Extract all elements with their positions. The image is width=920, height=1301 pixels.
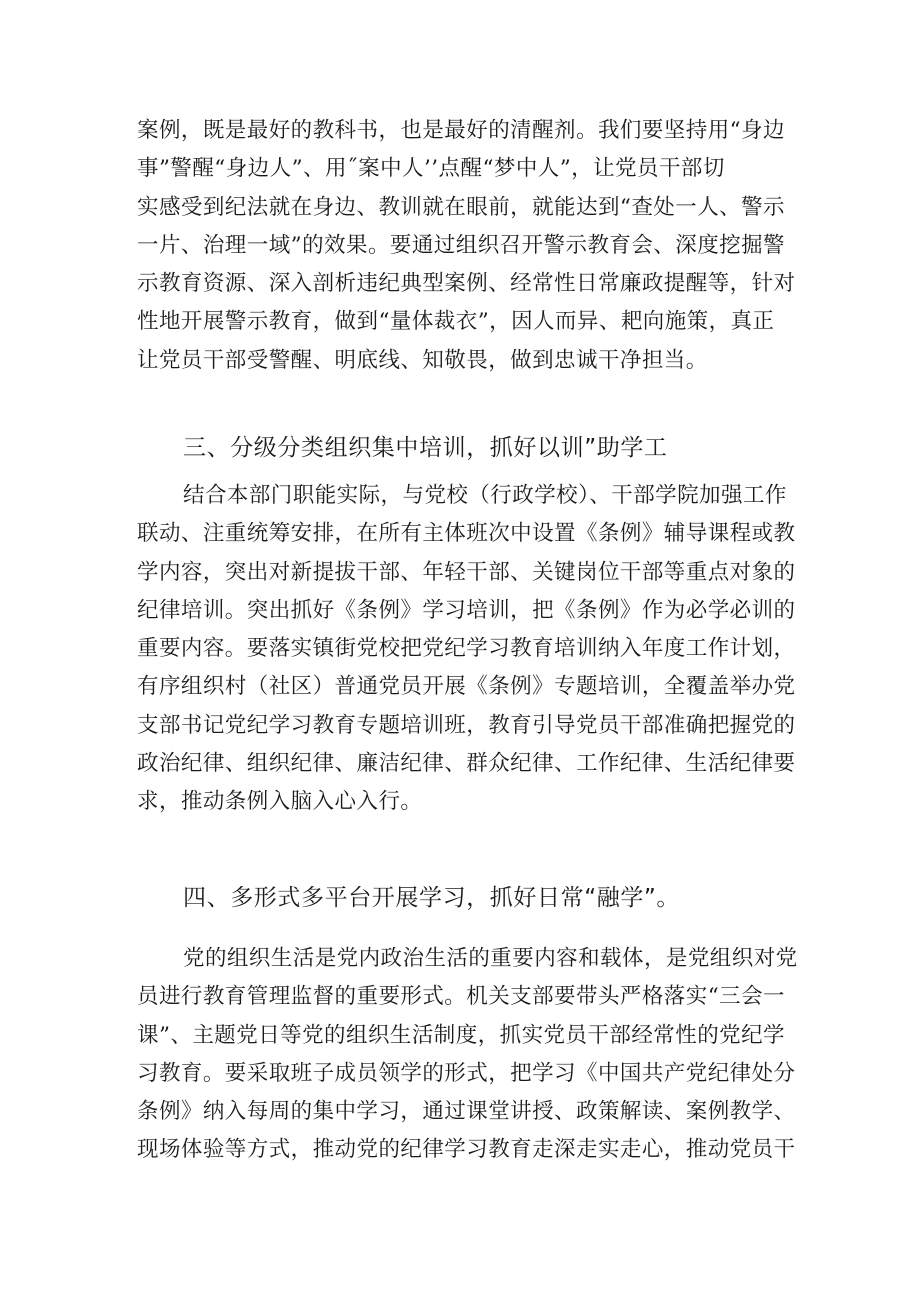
text-line: 重要内容。要落实镇街党校把党纪学习教育培训纳入年度工作计划， <box>137 636 796 662</box>
text-line: 案例，既是最好的教科书，也是最好的清醒剂。我们要坚持用“身边 <box>137 118 785 143</box>
text-line: 事”警醒“身边人”、用˝案中人’’点醒“梦中人”，让党员干部切 <box>137 156 725 182</box>
paragraph-training <box>137 477 796 822</box>
text-line: 政治纪律、组织纪律、廉洁纪律、群众纪律、工作纪律、生活纪律要 <box>137 751 796 777</box>
text-line: 习教育。要采取班子成员领学的形式，把学习《中国共产党纪律处分 <box>137 1060 796 1086</box>
text-line: 有序组织村（社区）普通党员开展《条例》专题培训，全覆盖举办党 <box>137 674 796 700</box>
text-line: 让党员干部受警醒、明底线、知敬畏，做到忠诚干净担当。 <box>137 347 708 373</box>
text-line: 求，推动条例入脑入心入行。 <box>137 789 423 815</box>
text-line: 党的组织生活是党内政治生活的重要内容和载体，是党组织对党 <box>183 946 798 971</box>
section-heading-4: 四、多形式多平台开展学习，抓好日常“融学”。 <box>183 885 681 911</box>
section-heading-3: 三、分级分类组织集中培训，抓好以训”助学工 <box>183 435 668 461</box>
text-line: 学内容，突出对新提拔干部、年轻干部、关键岗位干部等重点对象的 <box>137 559 796 585</box>
text-line: 一片、治理一域”的效果。要通过组织召开警示教育会、深度挖掘警 <box>137 232 785 258</box>
text-line: 示教育资源、深入剖析违纪典型案例、经常性日常廉政提醒等，针对 <box>137 271 796 297</box>
text-line: 员进行教育管理监督的重要形式。机关支部要带头严格落实“三会一 <box>137 984 785 1010</box>
text-line: 现场体验等方式，推动党的纪律学习教育走深走实走心，推动党员干 <box>137 1137 796 1163</box>
paragraph-warning-education <box>137 112 796 380</box>
text-line: 支部书记党纪学习教育专题培训班，教育引导党员干部准确把握党的 <box>137 712 796 738</box>
text-line: 条例》纳入每周的集中学习，通过课堂讲授、政策解读、案例教学、 <box>137 1099 796 1125</box>
text-line: 联动、注重统筹安排，在所有主体班次中设置《条例》辅导课程或教 <box>137 521 796 547</box>
text-line: 课”、主题党日等党的组织生活制度，抓实党员干部经常性的党纪学 <box>137 1022 785 1048</box>
text-line: 纪律培训。突出抓好《条例》学习培训，把《条例》作为必学必训的 <box>137 597 796 623</box>
paragraph-daily-learning <box>137 940 798 1170</box>
text-line: 性地开展警示教育，做到“量体裁衣”，因人而异、耙向施策，真正 <box>137 309 775 335</box>
text-line: 结合本部门职能实际，与党校（行政学校）、干部学院加强工作 <box>183 483 787 508</box>
text-line: 实感受到纪法就在身边、教训就在眼前，就能达到“查处一人、警示 <box>137 194 785 220</box>
